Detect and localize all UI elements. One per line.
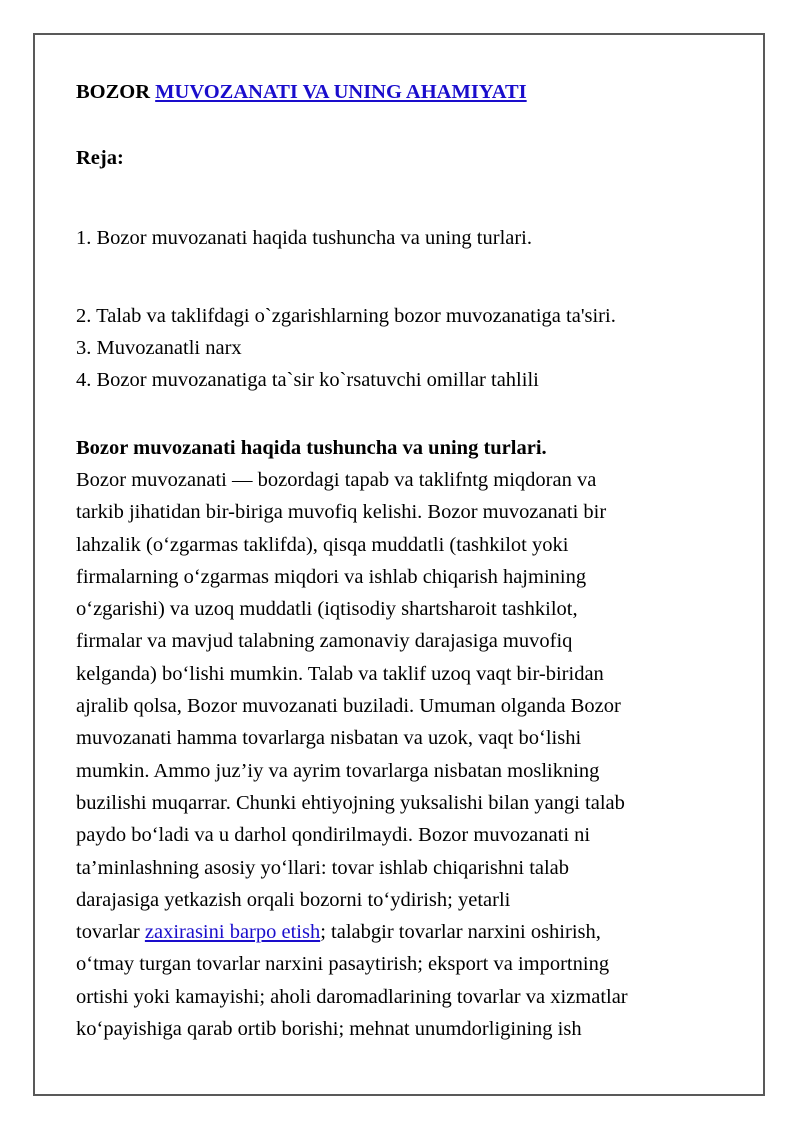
body-line: lahzalik (o‘zgarmas taklifda), qisqa muddatli (tashkilot yoki bbox=[76, 533, 569, 556]
plan-item-4: 4. Bozor muvozanatiga ta`sir ko`rsatuvchi omillar tahlili bbox=[76, 369, 539, 391]
body-line: muvozanati hamma tovarlarga nisbatan va uzok, vaqt bo‘lishi bbox=[76, 727, 582, 750]
body-line: o‘tmay turgan tovarlar narxini pasaytirish; eksport va importning bbox=[76, 953, 610, 976]
body-line: ajralib qolsa, Bozor muvozanati buziladi. Umuman olganda Bozor bbox=[76, 695, 621, 718]
body-line: ortishi yoki kamayishi; aholi daromadlarining tovarlar va xizmatlar bbox=[76, 985, 628, 1008]
body-line: paydo bo‘ladi va u darhol qondirilmaydi. Bozor muvozanati ni bbox=[76, 824, 591, 847]
link-line-before: tovarlar bbox=[76, 921, 145, 944]
body-line-with-link bbox=[76, 916, 736, 948]
plan-item-2: 2. Talab va taklifdagi o`zgarishlarning bozor muvozanatiga ta'siri. bbox=[76, 305, 616, 327]
plan-item-3: 3. Muvozanatli narx bbox=[76, 337, 242, 359]
body-paragraph bbox=[76, 464, 736, 1045]
section-heading: Bozor muvozanati haqida tushuncha va uning turlari. bbox=[76, 437, 547, 459]
body-line: o‘zgarishi) va uzoq muddatli (iqtisodiy shartsharoit tashkilot, bbox=[76, 598, 578, 621]
body-line: ta’minlashning asosiy yo‘llari: tovar ishlab chiqarishni talab bbox=[76, 856, 570, 879]
body-line: kelganda) bo‘lishi mumkin. Talab va taklif uzoq vaqt bir-biridan bbox=[76, 662, 604, 685]
document-content bbox=[76, 76, 736, 1045]
title-plain: BOZOR bbox=[76, 81, 156, 103]
body-line: ko‘payishiga qarab ortib borishi; mehnat unumdorligining ish bbox=[76, 1018, 582, 1041]
body-line: mumkin. Ammo juz’iy va ayrim tovarlarga nisbatan moslikning bbox=[76, 759, 600, 782]
body-line: Bozor muvozanati — bozordagi tapab va taklifntg miqdoran va bbox=[76, 469, 597, 491]
body-line: firmalarning o‘zgarmas miqdori va ishlab chiqarish hajmining bbox=[76, 565, 587, 588]
body-line: darajasiga yetkazish orqali bozorni to‘ydirish; yetarli bbox=[76, 888, 511, 911]
body-line: firmalar va mavjud talabning zamonaviy darajasiga muvofiq bbox=[76, 630, 573, 653]
title-link[interactable]: MUVOZANATI VA UNING AHAMIYATI bbox=[155, 81, 527, 103]
plan-list bbox=[76, 300, 736, 396]
link-line-after: ; talabgir tovarlar narxini oshirish, bbox=[320, 921, 601, 944]
zaxirasini-link[interactable]: zaxirasini barpo etish bbox=[144, 921, 321, 944]
plan-item-1: 1. Bozor muvozanati haqida tushuncha va uning turlari. bbox=[76, 227, 533, 249]
plan-heading: Reja: bbox=[76, 147, 124, 169]
body-line: buzilishi muqarrar. Chunki ehtiyojning yuksalishi bilan yangi talab bbox=[76, 791, 625, 814]
body-line: tarkib jihatidan bir-biriga muvofiq kelishi. Bozor muvozanati bir bbox=[76, 501, 607, 524]
document-title bbox=[76, 76, 736, 108]
